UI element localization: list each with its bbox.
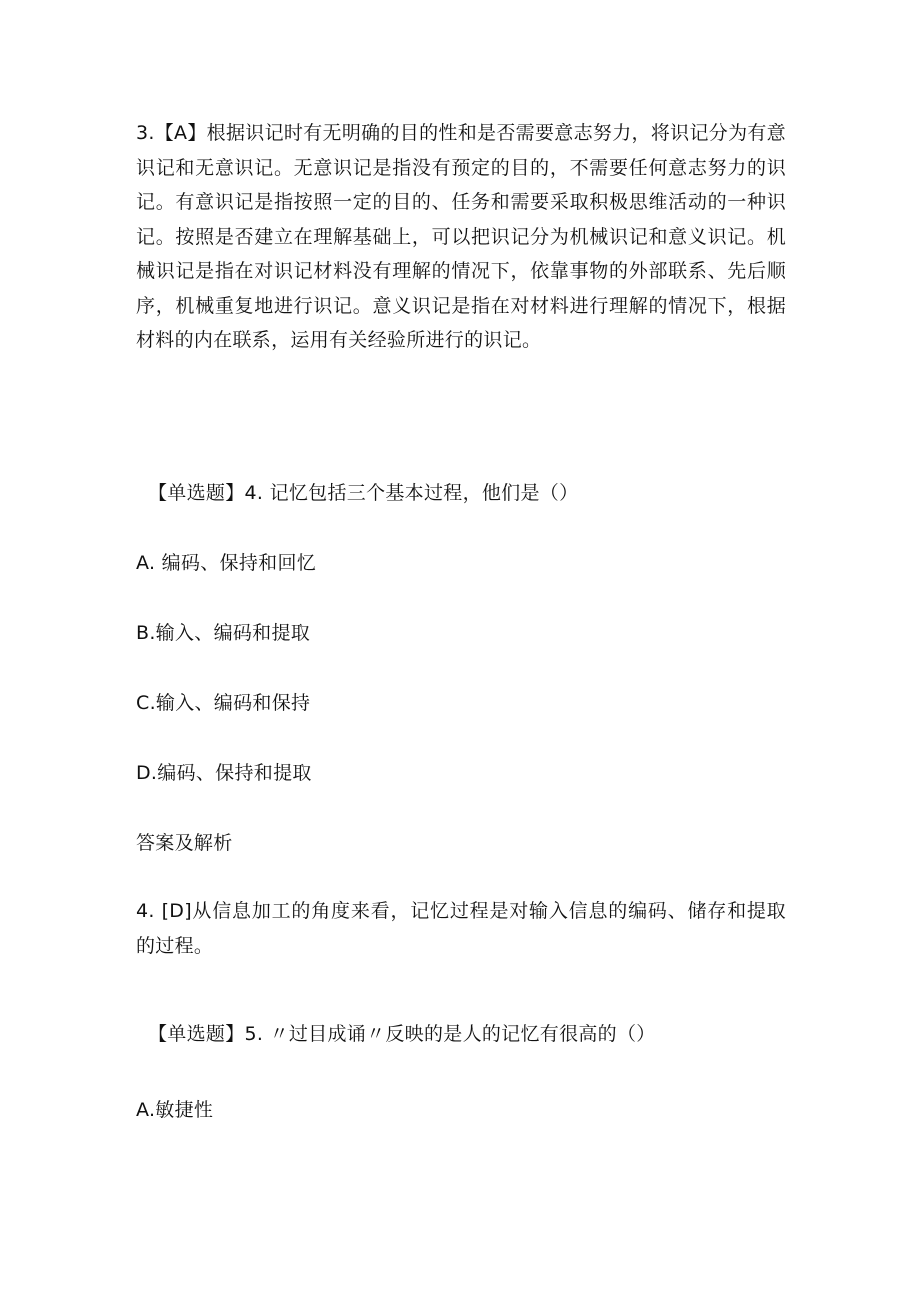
question-4-stem: 【单选题】4. 记忆包括三个基本过程，他们是（）: [148, 482, 579, 504]
answer-4-explanation: 4. [D]从信息加工的角度来看，记忆过程是对输入信息的编码、储存和提取的过程。: [136, 900, 786, 957]
answer-3-explanation: 3.【A】根据识记时有无明确的目的性和是否需要意志努力，将识记分为有意识记和无意识记。无意识记是指没有预定的目的，不需要任何意志努力的识记。有意识记是指按照一定的目的、任务和需要采取积极思维活动的一种识记。按照是否建立在理解基础上，可以把识记分为机械识记和意义识记。机械识记是指在对识记材料没有理解的情况下，依靠事物的外部联系、先后顺序，机械重复地进行识记。意义识记是指在对材料进行理解的情况下，根据材料的内在联系，运用有关经验所进行的识记。: [136, 122, 786, 351]
question-5-stem: 【单选题】5. 〃过目成诵〃反映的是人的记忆有很高的（）: [148, 1023, 656, 1045]
question-4-option-b: B.输入、编码和提取: [136, 622, 311, 644]
question-5-option-a: A.敏捷性: [136, 1099, 214, 1121]
section-label: 答案及解析: [136, 832, 233, 854]
question-4-option-a: A. 编码、保持和回忆: [136, 552, 317, 574]
question-4-option-d: D.编码、保持和提取: [136, 762, 312, 784]
question-4-option-c: C.输入、编码和保持: [136, 692, 311, 714]
